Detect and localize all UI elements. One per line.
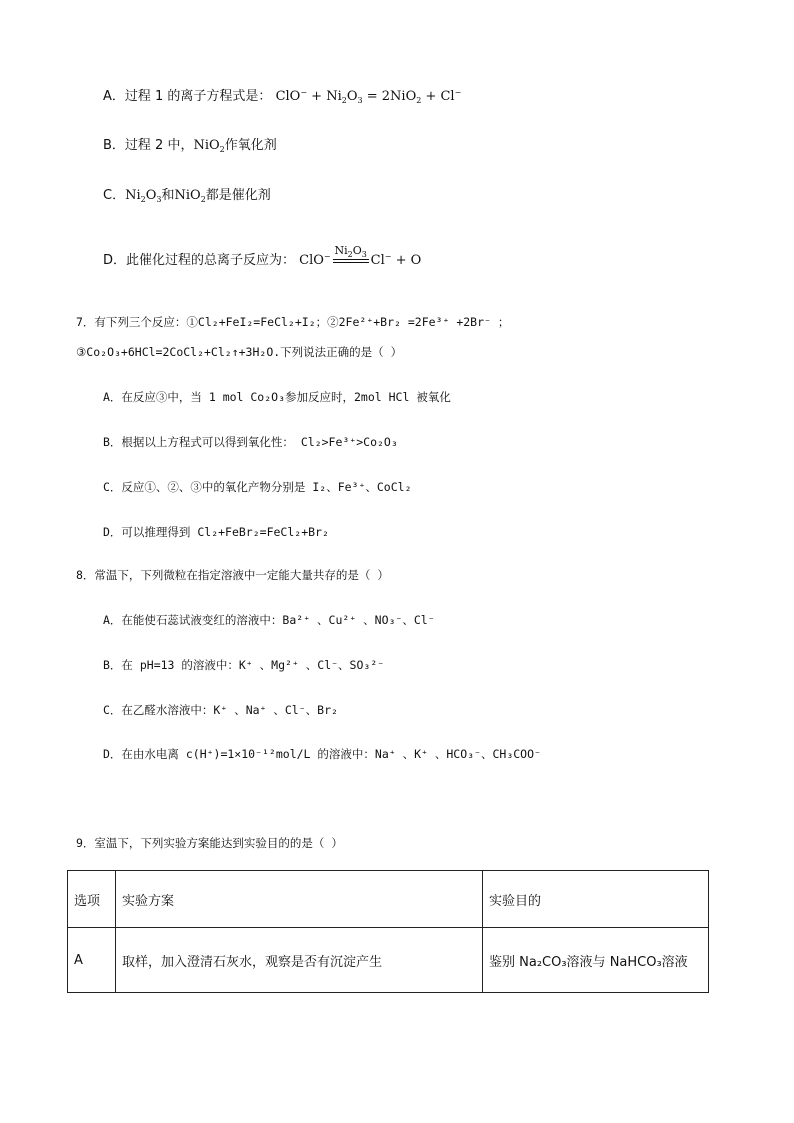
catalyst-arrow: $Ni_2O_3$ — [333, 259, 369, 263]
q9-table — [67, 870, 709, 993]
header-purpose: 实验目的 — [483, 871, 709, 928]
q7-option-c: C．反应①、②、③中的氧化产物分别是 I₂、Fe³⁺、CoCl₂ — [103, 480, 412, 494]
q6-option-b: B．过程 2 中，NiO$_2$作氧化剂 — [103, 138, 277, 154]
q8-option-b: B．在 pH=13 的溶液中：K⁺ 、Mg²⁺ 、Cl⁻、SO₃²⁻ — [103, 658, 385, 672]
q6-option-c: C．$Ni_2O_3$和NiO$_2$都是催化剂 — [103, 188, 271, 204]
q7-option-a: A．在反应③中，当 1 mol Co₂O₃参加反应时，2mol HCl 被氧化 — [103, 390, 451, 404]
q6-option-d-equation: ClO− $Ni_2O_3$ Cl− + O — [299, 243, 422, 268]
cell-purpose: 鉴别 Na₂CO₃溶液与 NaHCO₃溶液 — [483, 928, 709, 993]
q8-option-d: D．在由水电离 c(H⁺)=1×10⁻¹²mol/L 的溶液中：Na⁺ 、K⁺ 、HCO₃⁻、CH₃COO⁻ — [103, 747, 541, 761]
q6-option-a-equation: $ClO^- + Ni_2O_3 = 2NiO_2 + Cl^-$ — [275, 88, 462, 105]
q7-stem-line2: ③Co₂O₃+6HCl=2CoCl₂+Cl₂↑+3H₂O.下列说法正确的是（ ） — [76, 345, 403, 359]
header-plan: 实验方案 — [116, 871, 483, 928]
table-row — [68, 928, 709, 993]
q6-option-d: D．此催化过程的总离子反应为： ClO− $Ni_2O_3$ Cl− + O — [103, 243, 422, 268]
table-header-row — [68, 871, 709, 928]
q9-stem: 9．室温下，下列实验方案能达到实验目的的是（ ） — [76, 836, 343, 850]
q7-stem-line1: 7．有下列三个反应：①Cl₂+FeI₂=FeCl₂+I₂；②2Fe²⁺+Br₂ =2Fe³⁺ +2Br⁻ ； — [76, 315, 510, 329]
q8-stem: 8．常温下，下列微粒在指定溶液中一定能大量共存的是（ ） — [76, 568, 389, 582]
header-option: 选项 — [68, 871, 116, 928]
cell-option: A — [68, 928, 116, 993]
cell-plan: 取样，加入澄清石灰水，观察是否有沉淀产生 — [116, 928, 483, 993]
q7-option-b: B．根据以上方程式可以得到氧化性： Cl₂>Fe³⁺>Co₂O₃ — [103, 435, 398, 449]
q8-option-a: A．在能使石蕊试液变红的溶液中：Ba²⁺ 、Cu²⁺ 、NO₃⁻、Cl⁻ — [103, 613, 435, 627]
q8-option-c: C．在乙醛水溶液中：K⁺ 、Na⁺ 、Cl⁻、Br₂ — [103, 703, 338, 717]
q6-option-a: A．过程 1 的离子方程式是： $ClO^- + Ni_2O_3 = 2NiO_2 + Cl^-$ — [103, 88, 462, 105]
q7-option-d: D．可以推理得到 Cl₂+FeBr₂=FeCl₂+Br₂ — [103, 525, 329, 539]
